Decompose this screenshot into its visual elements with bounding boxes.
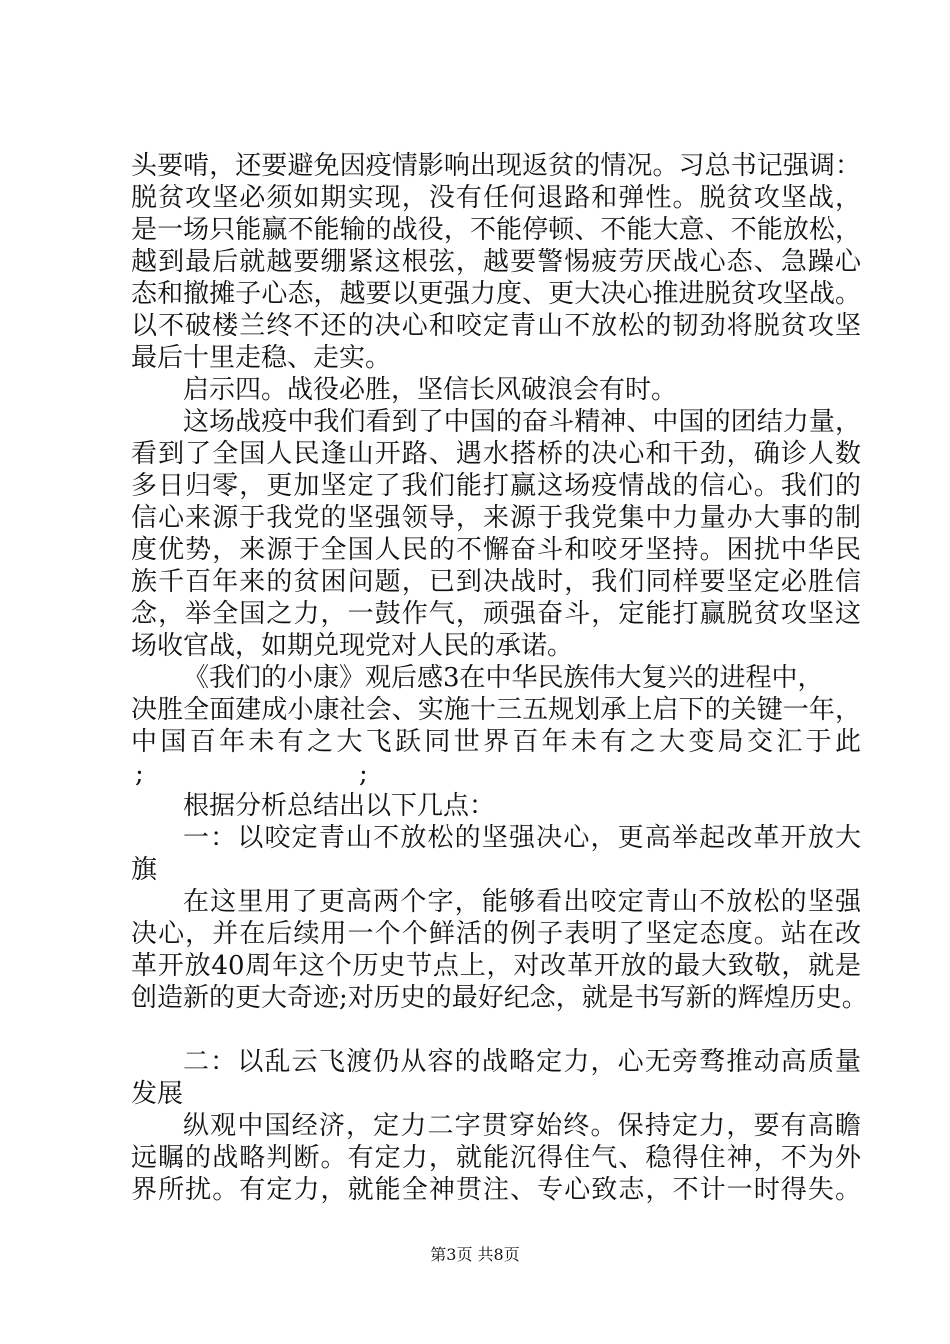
point-two-heading: 二：以乱云飞渡仍从容的战略定力，心无旁骛推动高质量: [183, 1047, 861, 1077]
text-line: 界所扰。有定力，就能全神贯注、专心致志，不计一时得失。: [131, 1175, 861, 1205]
text-line: 革开放40周年这个历史节点上，对改革开放的最大致敬，就是: [131, 951, 861, 981]
text-line: 脱贫攻坚必须如期实现，没有任何退路和弹性。脱贫攻坚战，: [131, 183, 861, 213]
semicolon-line: [131, 758, 861, 790]
text-line: 度优势，来源于全国人民的不懈奋斗和咬牙坚持。困扰中华民: [131, 535, 861, 565]
text-line: 决胜全面建成小康社会、实施十三五规划承上启下的关键一年，: [131, 695, 861, 725]
semicolon: ;: [135, 759, 144, 789]
text-line: 是一场只能赢不能输的战役，不能停顿、不能大意、不能放松，: [131, 215, 861, 245]
text-line: 态和撤摊子心态，越要以更强力度、更大决心推进脱贫攻坚战。: [131, 279, 861, 309]
text-line: 看到了全国人民逢山开路、遇水搭桥的决心和干劲，确诊人数: [131, 439, 861, 469]
semicolon: ;: [359, 759, 368, 789]
text-line: 族千百年来的贫困问题，已到决战时，我们同样要坚定必胜信: [131, 567, 861, 597]
text-line: 《我们的小康》观后感3在中华民族伟大复兴的进程中，: [183, 663, 824, 693]
text-line: 这场战疫中我们看到了中国的奋斗精神、中国的团结力量，: [183, 407, 861, 437]
text-line: 决心，并在后续用一个个鲜活的例子表明了坚定态度。站在改: [131, 919, 861, 949]
text-line: 以不破楼兰终不还的决心和咬定青山不放松的韧劲将脱贫攻坚: [131, 311, 861, 341]
text-line: 信心来源于我党的坚强领导，来源于我党集中力量办大事的制: [131, 503, 861, 533]
text-line: 中国百年未有之大飞跃同世界百年未有之大变局交汇于此: [131, 727, 861, 757]
text-line: 最后十里走稳、走实。: [131, 343, 392, 373]
blank-line: [131, 1014, 861, 1046]
text-line: 纵观中国经济，定力二字贯穿始终。保持定力，要有高瞻: [183, 1111, 861, 1141]
text-line: 越到最后就越要绷紧这根弦，越要警惕疲劳厌战心态、急躁心: [131, 247, 861, 277]
point-one-heading: 一：以咬定青山不放松的坚强决心，更高举起改革开放大: [183, 823, 861, 853]
section-heading-4: 启示四。战役必胜，坚信长风破浪会有时。: [183, 375, 678, 405]
text-line: 场收官战，如期兑现党对人民的承诺。: [131, 631, 574, 661]
point-two-heading-cont: 发展: [131, 1079, 184, 1109]
text-line: 创造新的更大奇迹;对历史的最好纪念，就是书写新的辉煌历史。: [131, 983, 868, 1013]
document-body: [131, 150, 868, 1206]
page-number-footer: 第3页 共8页: [430, 1245, 520, 1264]
summary-intro: 根据分析总结出以下几点：: [183, 791, 496, 821]
text-line: 远瞩的战略判断。有定力，就能沉得住气、稳得住神，不为外: [131, 1143, 861, 1173]
text-line: 在这里用了更高两个字，能够看出咬定青山不放松的坚强: [183, 887, 861, 917]
text-line: 多日归零，更加坚定了我们能打赢这场疫情战的信心。我们的: [131, 471, 861, 501]
point-one-heading-cont: 旗: [131, 855, 158, 885]
text-line: 念，举全国之力，一鼓作气，顽强奋斗，定能打赢脱贫攻坚这: [131, 599, 861, 629]
text-line: 头要啃，还要避免因疫情影响出现返贫的情况。习总书记强调：: [131, 151, 861, 181]
